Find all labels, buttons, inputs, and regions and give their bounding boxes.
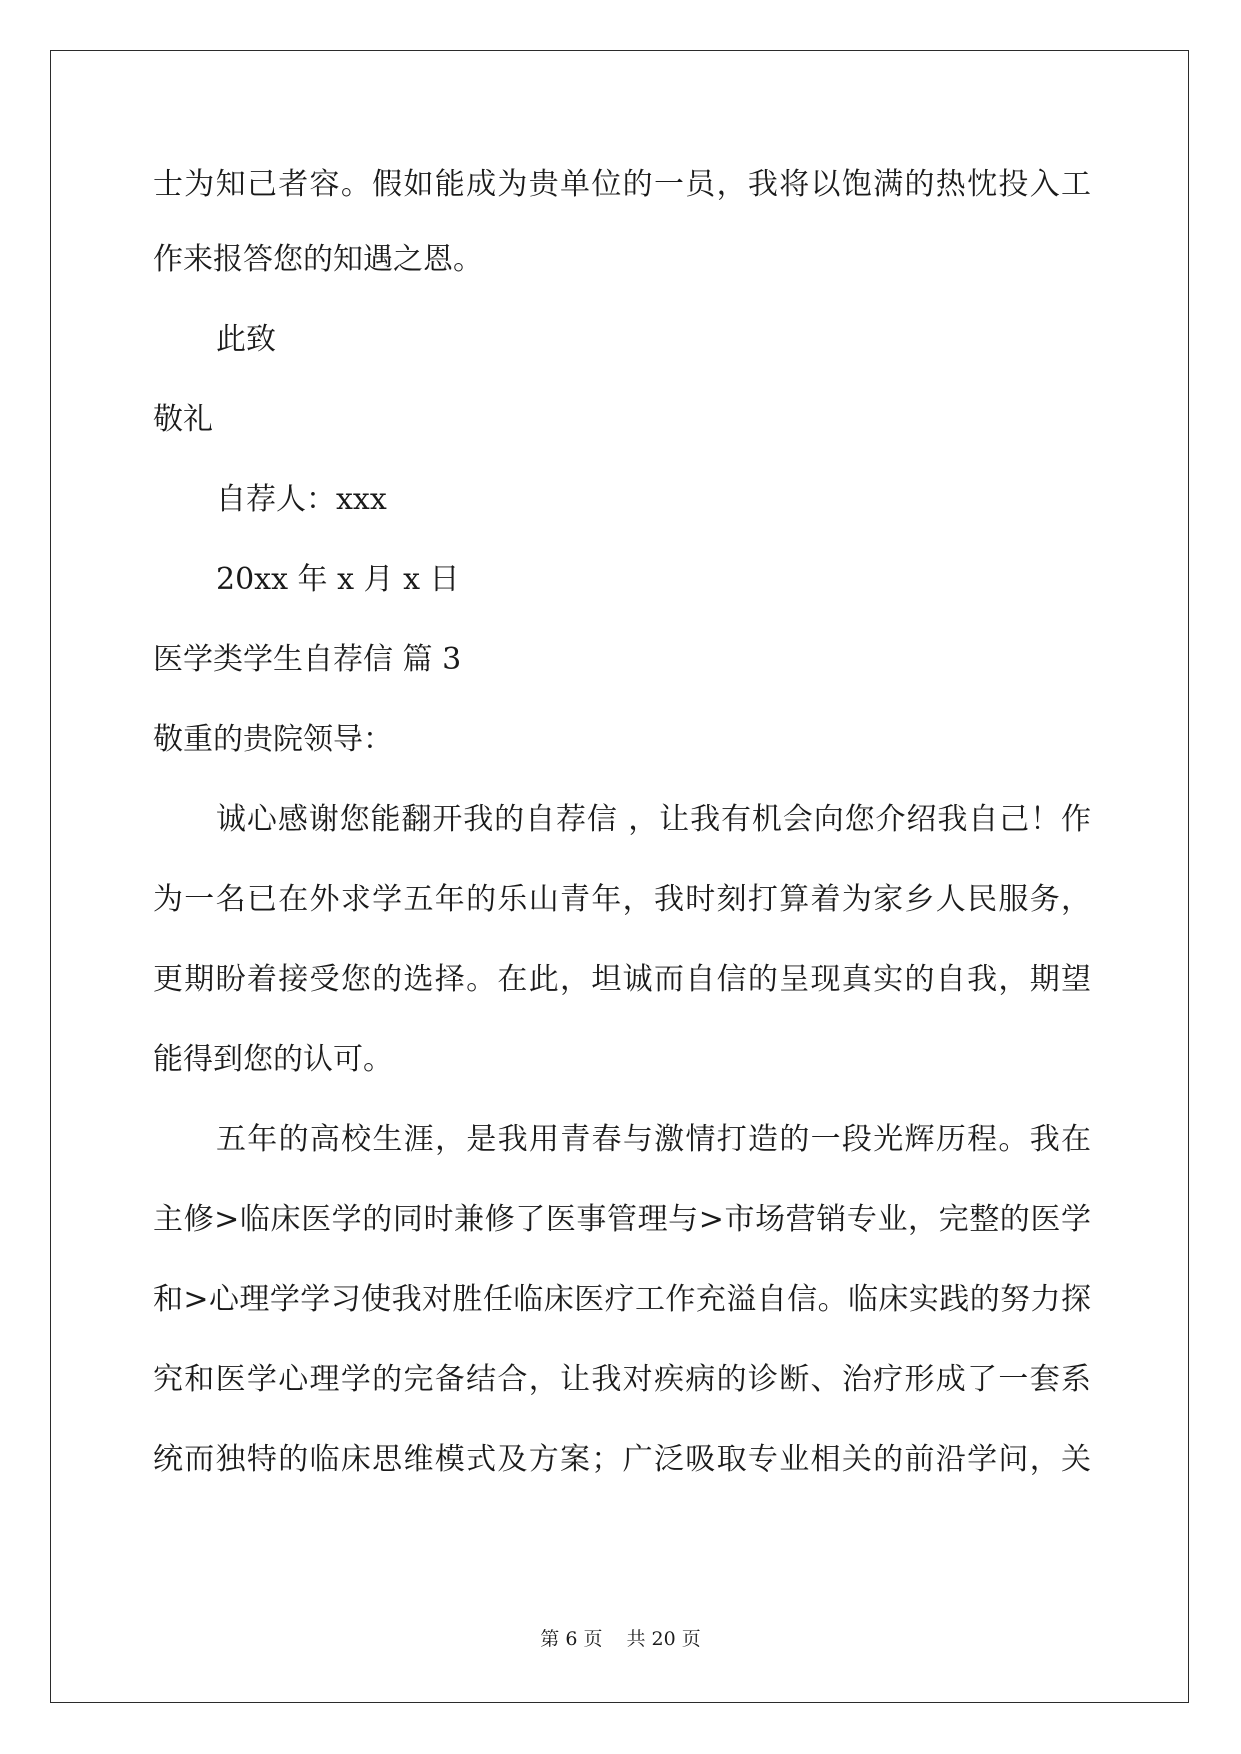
body-text-line: 为一名已在外求学五年的乐山青年，我时刻打算着为家乡人民服务， bbox=[153, 883, 1091, 917]
page-footer bbox=[0, 1628, 1241, 1650]
closing-salutation: 此致 bbox=[216, 322, 276, 357]
body-text-line: 诚心感谢您能翻开我的自荐信 ，让我有机会向您介绍我自己！作 bbox=[216, 803, 1091, 837]
page-total: 共 20 页 bbox=[626, 1628, 701, 1650]
body-text-line: 究和医学心理学的完备结合，让我对疾病的诊断、治疗形成了一套系 bbox=[153, 1363, 1091, 1397]
body-text-line: 统而独特的临床思维模式及方案；广泛吸取专业相关的前沿学问，关 bbox=[153, 1443, 1091, 1477]
closing-regards: 敬礼 bbox=[153, 402, 213, 437]
signature-line: 自荐人：xxx bbox=[216, 482, 387, 517]
body-text-line: 主修>临床医学的同时兼修了医事管理与>市场营销专业，完整的医学 bbox=[153, 1203, 1091, 1237]
body-text-line: 和>心理学学习使我对胜任临床医疗工作充溢自信。临床实践的努力探 bbox=[153, 1283, 1091, 1317]
section-heading: 医学类学生自荐信 篇 3 bbox=[153, 642, 462, 677]
page-number: 第 6 页 bbox=[540, 1628, 603, 1650]
greeting-line: 敬重的贵院领导： bbox=[153, 722, 393, 757]
body-text-line: 能得到您的认可。 bbox=[153, 1042, 393, 1077]
body-text-line: 更期盼着接受您的选择。在此，坦诚而自信的呈现真实的自我，期望 bbox=[153, 963, 1091, 997]
body-text-line: 五年的高校生涯，是我用青春与激情打造的一段光辉历程。我在 bbox=[216, 1123, 1091, 1157]
body-text-line: 作来报答您的知遇之恩。 bbox=[153, 242, 483, 277]
date-line: 20xx 年 x 月 x 日 bbox=[216, 562, 460, 597]
body-text-line: 士为知己者容。假如能成为贵单位的一员，我将以饱满的热忱投入工 bbox=[153, 168, 1091, 202]
